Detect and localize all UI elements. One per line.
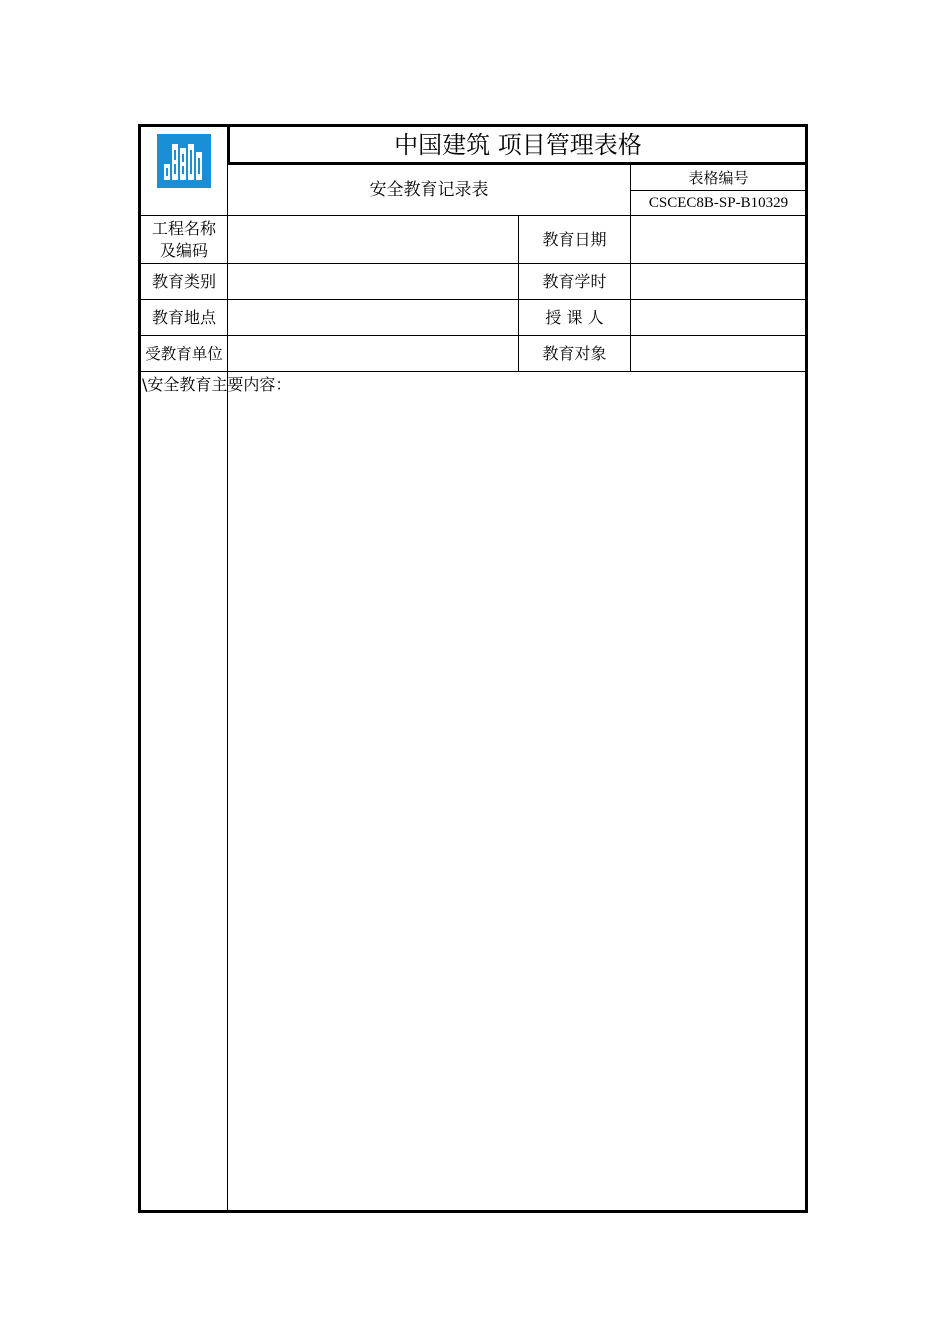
main-content-label: \安全教育主要内容： — [142, 375, 292, 394]
education-date-field[interactable] — [631, 216, 806, 263]
education-location-field[interactable] — [228, 300, 518, 335]
trainee-unit-label: 受教育单位 — [145, 344, 223, 363]
project-name-label-line1: 工程名称 — [151, 218, 216, 238]
main-title: 中国建筑 项目管理表格 — [394, 131, 642, 159]
education-hours-field[interactable] — [631, 264, 806, 299]
education-location-label: 教育地点 — [151, 307, 216, 327]
project-name-field[interactable] — [228, 216, 518, 263]
instructor-label: 授 课 人 — [545, 307, 604, 327]
education-type-label: 教育类别 — [151, 271, 216, 291]
main-content-field[interactable] — [141, 398, 805, 1208]
education-hours-label: 教育学时 — [542, 271, 607, 291]
code-label: 表格编号 — [688, 168, 749, 187]
trainee-target-label: 教育对象 — [542, 343, 607, 363]
instructor-field[interactable] — [631, 300, 806, 335]
form-title: 安全教育记录表 — [369, 180, 489, 200]
education-type-field[interactable] — [228, 264, 518, 299]
project-name-label — [141, 216, 227, 263]
cscec-logo — [157, 134, 211, 188]
project-name-label-line2: 及编码 — [159, 240, 208, 260]
row-line-5 — [140, 371, 806, 372]
code-value: CSCEC8B-SP-B10329 — [648, 195, 789, 211]
education-date-label: 教育日期 — [542, 229, 607, 249]
trainee-unit-field[interactable] — [228, 336, 518, 371]
trainee-target-field[interactable] — [631, 336, 806, 371]
